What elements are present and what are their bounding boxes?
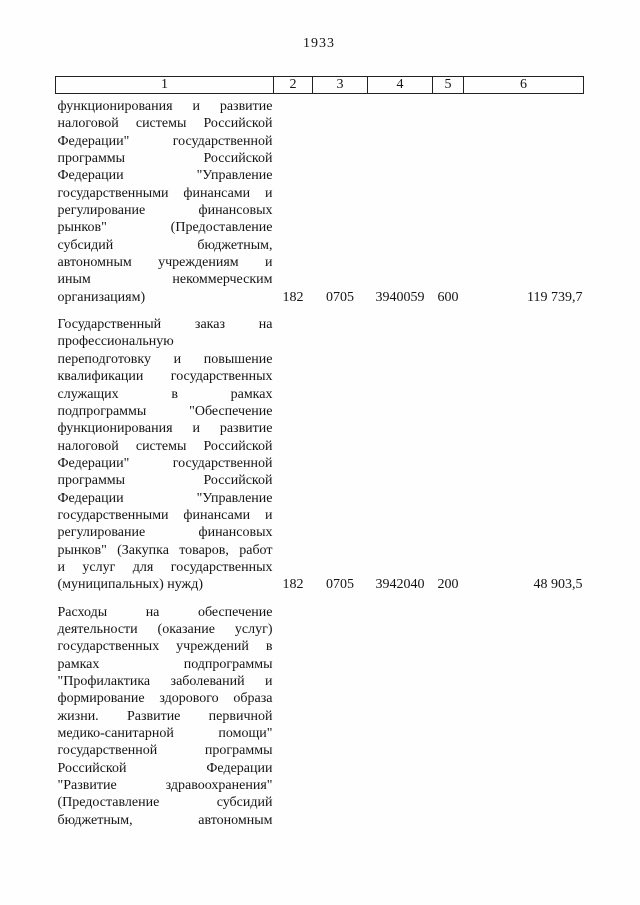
text-line: автономным учреждениям и [57,255,273,271]
cell-grbs-code: 182 [282,289,304,305]
header-col-6: 6 [464,77,584,94]
header-col-3: 3 [313,77,368,94]
text-line: профессиональную [57,334,174,350]
cell-expense-type [433,594,464,829]
text-line: функционирования и развитие [57,99,273,114]
row-name-cell [56,594,274,829]
text-line: Федерации" государственной [57,133,273,149]
text-line: налоговой системы Российской [57,438,273,454]
text-line: программы Российской [57,473,273,489]
text-line: подпрограммы "Обеспечение [57,403,273,419]
text-line: программы Российской [57,151,273,167]
text-line: рамках подпрограммы [57,656,273,672]
cell-amount [464,594,584,829]
text-line: организациям) [57,289,146,305]
text-line: Государственный заказ на [57,317,273,333]
cell-section-code: 0705 [326,577,354,593]
text-line: регулирование финансовых [57,203,273,219]
cell-expense-type: 600 [437,289,459,305]
header-col-4: 4 [368,77,433,94]
text-line: рынков" (Закупка товаров, работ [57,542,273,558]
text-line: государственной программы [57,743,273,759]
budget-table [55,76,584,829]
page-number: 1933 [303,36,335,51]
table-row [56,94,584,307]
text-line: формирование здорового образа [57,691,273,707]
cell-amount: 48 903,5 [533,577,583,593]
cell-section-code: 0705 [326,289,354,305]
text-line: медико-санитарной помощи" [57,726,273,742]
text-line: (Предоставление субсидий [57,795,273,811]
text-line: Федерации "Управление [57,490,273,506]
cell-amount: 119 739,7 [527,289,583,305]
text-line: регулирование финансовых [57,525,273,541]
text-line: государственных учреждений в [57,639,273,655]
text-line: переподготовку и повышение [57,351,273,367]
row-name-cell [56,306,274,594]
cell-expense-type: 200 [437,577,459,593]
row-name-cell [56,94,274,307]
text-line: налоговой системы Российской [57,116,273,132]
table-row [56,594,584,829]
text-line: Федерации" государственной [57,455,273,471]
text-line: служащих в рамках [57,386,273,402]
text-line: бюджетным, автономным [57,812,273,828]
text-line: "Развитие здравоохранения" [57,778,273,794]
text-line: "Профилактика заболеваний и [57,674,273,689]
table-row [56,306,584,594]
text-line: субсидий бюджетным, [57,237,273,253]
text-line: иным некоммерческим [57,272,273,288]
text-line: деятельности (оказание услуг) [57,621,273,637]
text-line: функционирования и развитие [57,421,273,437]
text-line: государственными финансами и [57,185,273,201]
header-col-2: 2 [274,77,313,94]
text-line: Федерации "Управление [57,168,273,184]
text-line: рынков" (Предоставление [57,220,273,236]
text-line: жизни. Развитие первичной [57,708,273,724]
table-header-row [56,77,584,94]
cell-target-article: 3942040 [375,577,425,593]
cell-grbs-code: 182 [282,577,304,593]
text-line: Российской Федерации [57,760,273,776]
cell-target-article: 3940059 [375,289,425,305]
text-line: Расходы на обеспечение [57,604,273,620]
cell-grbs-code [274,594,313,829]
cell-section-code [313,594,368,829]
table-body [56,94,584,830]
cell-target-article [368,594,433,829]
text-line: (муниципальных) нужд) [57,577,204,593]
text-line: государственными финансами и [57,507,273,523]
header-col-5: 5 [433,77,464,94]
text-line: и услуг для государственных [57,559,273,575]
text-line: квалификации государственных [57,369,273,385]
header-col-1: 1 [56,77,274,94]
